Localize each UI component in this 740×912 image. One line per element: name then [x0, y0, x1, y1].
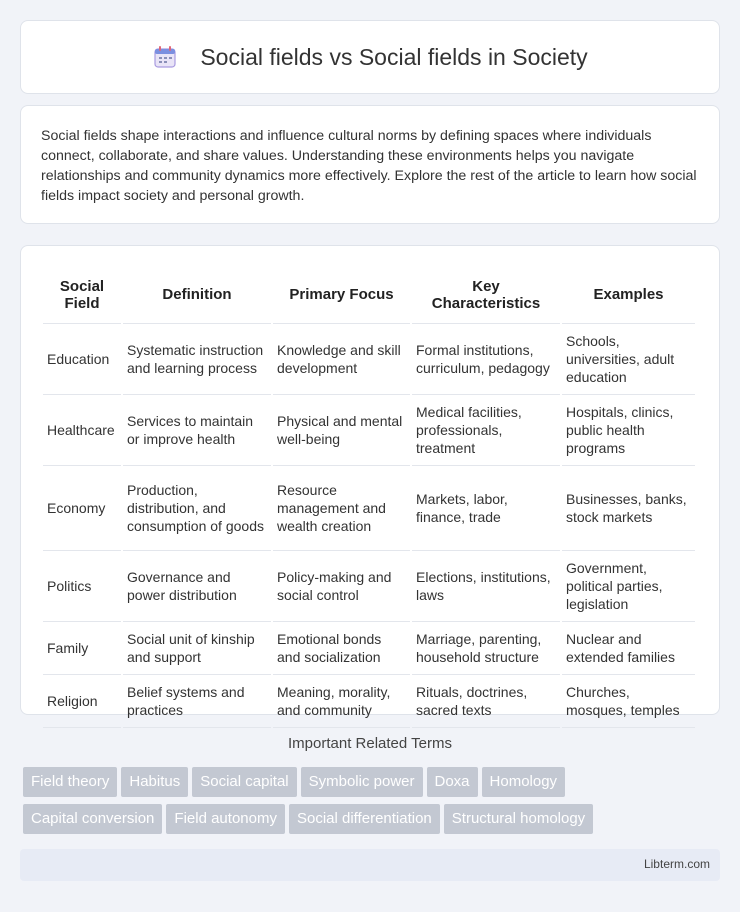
table-cell: Marriage, parenting, household structure [412, 622, 560, 675]
table-cell: Churches, mosques, temples [562, 675, 695, 728]
intro-card [20, 105, 720, 224]
related-term-tag[interactable]: Field autonomy [166, 804, 285, 834]
table-cell: Emotional bonds and socialization [273, 622, 410, 675]
related-term-tag[interactable]: Homology [482, 767, 566, 797]
table-cell: Knowledge and skill development [273, 324, 410, 395]
footer [20, 849, 720, 881]
table-row [43, 466, 695, 551]
related-term-tag[interactable]: Habitus [121, 767, 188, 797]
table-row [43, 675, 695, 728]
comparison-table-card [20, 245, 720, 718]
table-row [43, 395, 695, 466]
table-cell: Nuclear and extended families [562, 622, 695, 675]
table-cell: Hospitals, clinics, public health programs [562, 395, 695, 466]
table-cell: Businesses, banks, stock markets [562, 466, 695, 551]
related-term-tag[interactable]: Capital conversion [23, 804, 162, 834]
table-cell: Production, distribution, and consumption of goods [123, 466, 271, 551]
intro-text: Social fields shape interactions and influence cultural norms by defining spaces where individuals connect, collaborate, and share values. Understanding these environments helps you navigate relationships and community dynamics more effectively. Explore the rest of the article to learn how social fields impact society and personal growth. [41, 128, 697, 204]
table-cell: Rituals, doctrines, sacred texts [412, 675, 560, 728]
table-row [43, 551, 695, 622]
table-cell: Healthcare [43, 395, 121, 466]
table-cell: Belief systems and practices [123, 675, 271, 728]
page-title: Social fields vs Social fields in Society [200, 43, 588, 70]
related-term-tag[interactable]: Field theory [23, 767, 117, 797]
related-term-tag[interactable]: Doxa [427, 767, 478, 797]
table-row [43, 324, 695, 395]
related-term-tag[interactable]: Structural homology [444, 804, 593, 834]
related-term-tag[interactable]: Symbolic power [301, 767, 423, 797]
table-cell: Economy [43, 466, 121, 551]
table-cell: Social unit of kinship and support [123, 622, 271, 675]
table-cell: Education [43, 324, 121, 395]
table-cell: Physical and mental well-being [273, 395, 410, 466]
column-header: Key Characteristics [412, 264, 560, 324]
table-cell: Services to maintain or improve health [123, 395, 271, 466]
column-header: Social Field [43, 264, 121, 324]
table-cell: Policy-making and social control [273, 551, 410, 622]
related-terms-list [23, 767, 723, 841]
comparison-table [41, 264, 697, 728]
table-cell: Government, political parties, legislation [562, 551, 695, 622]
table-row [43, 622, 695, 675]
table-cell: Religion [43, 675, 121, 728]
table-cell: Elections, institutions, laws [412, 551, 560, 622]
header-card [20, 20, 720, 94]
table-cell: Formal institutions, curriculum, pedagogy [412, 324, 560, 395]
column-header: Primary Focus [273, 264, 410, 324]
calendar-icon [152, 44, 178, 70]
related-term-tag[interactable]: Social capital [192, 767, 296, 797]
table-cell: Systematic instruction and learning process [123, 324, 271, 395]
table-cell: Governance and power distribution [123, 551, 271, 622]
table-cell: Meaning, morality, and community [273, 675, 410, 728]
table-cell: Politics [43, 551, 121, 622]
related-terms-title: Important Related Terms [288, 735, 452, 752]
table-cell: Markets, labor, finance, trade [412, 466, 560, 551]
table-cell: Medical facilities, professionals, treatment [412, 395, 560, 466]
table-cell: Family [43, 622, 121, 675]
related-term-tag[interactable]: Social differentiation [289, 804, 440, 834]
table-cell: Resource management and wealth creation [273, 466, 410, 551]
table-cell: Schools, universities, adult education [562, 324, 695, 395]
table-header-row [43, 264, 695, 324]
column-header: Definition [123, 264, 271, 324]
footer-site-link[interactable]: Libterm.com [643, 857, 710, 871]
column-header: Examples [562, 264, 695, 324]
